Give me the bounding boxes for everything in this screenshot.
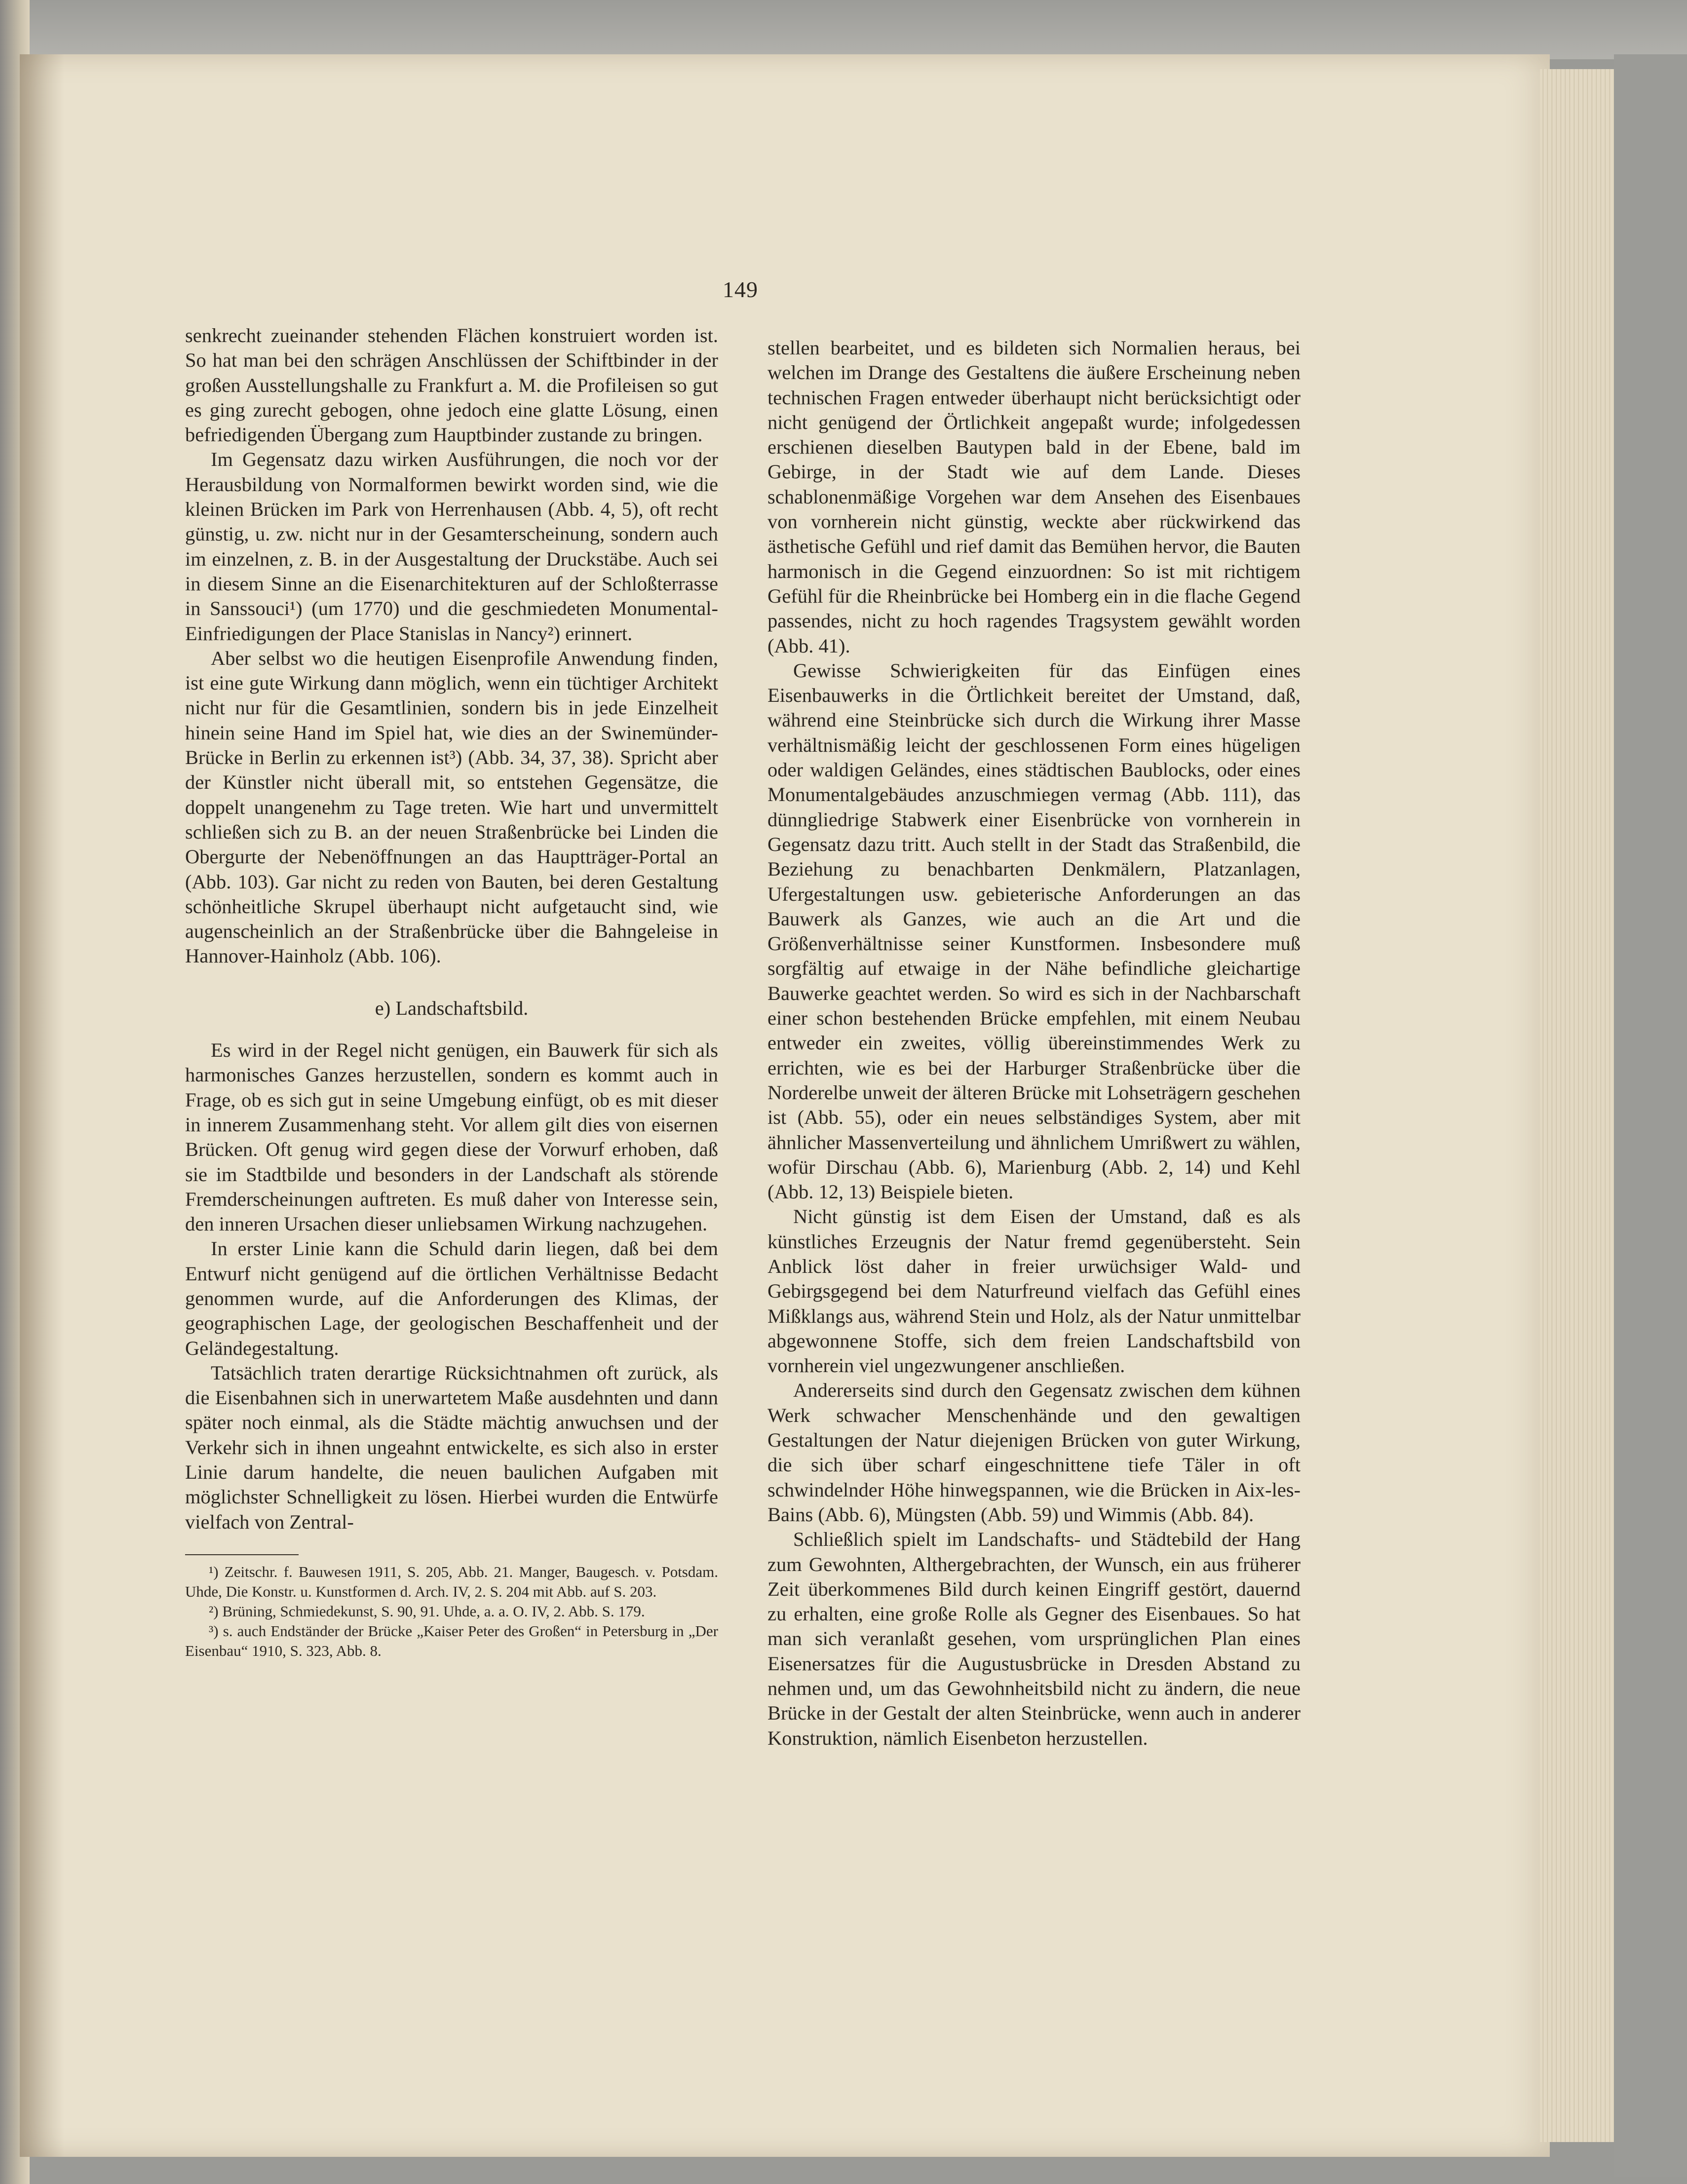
page-number: 149	[723, 277, 758, 302]
paragraph: Nicht günstig ist dem Eisen der Umstand, daß es als künstliches Erzeugnis der Natur fremd gegenübersteht. Sein Anblick löst daher in freier urwüchsiger Wald- und Gebirgsgegend bei dem Naturfreund vielfach das Gefühl eines Mißklangs aus, während Stein und Holz, als der Natur unmittelbar abgewonnene Stoffe, sich dem freien Landschaftsbild von vornherein viel ungezwungener anschließen.	[767, 1205, 1301, 1377]
section-heading: e) Landschaftsbild.	[375, 996, 529, 1019]
paragraph: stellen bearbeitet, und es bildeten sich Normalien heraus, bei welchen im Drange des Gestaltens die äußere Erscheinung neben technischen Fragen entweder überhaupt nicht berücksichtigt oder nicht genügend der Örtlichkeit angepaßt wurde; infolgedessen erschienen dieselben Bautypen bald in der Ebene, bald im Gebirge, in der Stadt wie auf dem Lande. Dieses schablonenmäßige Vorgehen war dem Ansehen des Eisenbaues von vornherein nicht günstig, weckte aber rückwirkend das ästhetische Gefühl und rief damit das Bemühen hervor, die Bauten harmonisch in die Gegend einzuordnen: So ist mit richtigem Gefühl für die Rheinbrücke bei Homberg ein in die flache Gegend passendes, nicht zu hoch ragendes Tragsystem gewählt worden (Abb. 41).	[767, 337, 1301, 657]
paragraph: Andererseits sind durch den Gegensatz zwischen dem kühnen Werk schwacher Menschenhände und den gewaltigen Gestaltungen der Natur diejenigen Brücken von guter Wirkung, die sich über scharf eingeschnittene tiefe Täler in oft schwindelnder Höhe hinwegspannen, wie die Brücken in Aix-les-Bains (Abb. 6), Müngsten (Abb. 59) und Wimmis (Abb. 84).	[767, 1379, 1301, 1526]
paragraph: Im Gegensatz dazu wirken Ausführungen, die noch vor der Herausbildung von Normalformen bewirkt worden sind, wie die kleinen Brücken im Park von Herrenhausen (Abb. 4, 5), oft recht günstig, u. zw. nicht nur in der Gesamterscheinung, sondern auch im einzelnen, z. B. in der Ausgestaltung der Druckstäbe. Auch sei in diesem Sinne an die Eisenarchitekturen auf der Schloßterrasse in Sanssouci¹) (um 1770) und die geschmiedeten Monumental-Einfriedigungen der Place Stanislas in Nancy²) erinnert.	[185, 448, 718, 645]
page-stack-edges	[1540, 69, 1614, 2142]
footnote: ³) s. auch Endständer der Brücke „Kaiser Peter des Großen“ in Petersburg in „Der Eisenbau“ 1910, S. 323, Abb. 8.	[185, 1622, 718, 1659]
paragraph: Schließlich spielt im Landschafts- und Städtebild der Hang zum Gewohnten, Althergebrachten, der Wunsch, ein aus früherer Zeit überkommenes Bild durch keinen Eingriff gestört, dauernd zu erhalten, eine große Rolle als Gegner des Eisenbaues. So hat man sich veranlaßt gesehen, vom ursprünglichen Plan eines Eisenersatzes für die Augustusbrücke in Dresden Abstand zu nehmen und, um das Gewohnheitsbild nicht zu ändern, die neue Brücke in der Gestalt der alten Steinbrücke, wenn auch in anderer Konstruktion, nämlich Eisenbeton herzustellen.	[767, 1528, 1301, 1749]
paragraph: senkrecht zueinander stehenden Flächen konstruiert worden ist. So hat man bei den schrägen Anschlüssen der Schiftbinder in der großen Ausstellungshalle zu Frankfurt a. M. die Profileisen so gut es ging zurecht gebogen, ohne jedoch eine glatte Lösung, einen befriedigenden Übergang zum Hauptbinder zustande zu bringen.	[185, 324, 718, 446]
right-column	[767, 336, 1301, 1751]
scanner-background-top	[0, 0, 1687, 59]
footnotes	[185, 1562, 718, 1661]
book-cover-edge	[1614, 54, 1687, 2177]
paragraph: In erster Linie kann die Schuld darin liegen, daß bei dem Entwurf nicht genügend auf die örtlichen Verhältnisse Bedacht genommen wurde, auf die Anforderungen des Klimas, der geographischen Lage, der geologischen Beschaffenheit und der Geländegestaltung.	[185, 1237, 718, 1359]
paragraph: Gewisse Schwierigkeiten für das Einfügen eines Eisenbauwerks in die Örtlichkeit bereitet der Umstand, daß, während eine Steinbrücke sich durch die Wirkung ihrer Masse verhältnismäßig leicht der geschlossenen Form eines hügeligen oder waldigen Geländes, eines städtischen Baublocks, oder eines Monumentalgebäudes anzuschmiegen vermag (Abb. 111), das dünngliedrige Stabwerk einer Eisenbrücke von vornherein in Gegensatz dazu tritt. Auch stellt in der Stadt das Straßenbild, die Beziehung zu benachbarten Denkmälern, Platzanlagen, Ufergestaltungen usw. gebieterische Anforderungen an das Bauwerk als Ganzes, wie auch an die Art und die Größenverhältnisse seiner Kunstformen. Insbesondere muß sorgfältig auf etwaige in der Nähe befindliche gleichartige Bauwerke geachtet werden. So wird es sich in der Nachbarschaft einer schon bestehenden Brücke empfehlen, mit einem Neubau entweder ein zweites, völlig übereinstimmendes Werk zu errichten, wie es bei der Harburger Straßenbrücke über die Norderelbe unweit der älteren Brücke mit Lohseträgern geschehen ist (Abb. 55), oder ein neues selbständiges System, aber mit ähnlicher Massenverteilung und ähnlichem Umrißwert zu wählen, wofür Dirschau (Abb. 6), Marienburg (Abb. 2, 14) und Kehl (Abb. 12, 13) Beispiele bieten.	[767, 659, 1301, 1203]
paragraph: Aber selbst wo die heutigen Eisenprofile Anwendung finden, ist eine gute Wirkung dann möglich, wenn ein tüchtiger Architekt nicht nur für die Gesamtlinien, sondern bis in jede Einzelheit hinein seine Hand im Spiel hat, wie dies an der Swinemünder-Brücke in Berlin zu erkennen ist³) (Abb. 34, 37, 38). Spricht aber der Künstler nicht überall mit, so entstehen Gegensätze, die doppelt unangenehm zu Tage treten. Wie hart und unvermittelt schließen sich zu B. an der neuen Straßenbrücke bei Linden die Obergurte der Nebenöffnungen an das Hauptträger-Portal an (Abb. 103). Gar nicht zu reden von Bauten, bei deren Gestaltung schönheitliche Skrupel überhaupt nicht aufgetaucht sind, wie augenscheinlich an der Straßenbrücke über die Bahngeleise in Hannover-Hainholz (Abb. 106).	[185, 647, 718, 967]
footnote: ²) Brüning, Schmiedekunst, S. 90, 91. Uhde, a. a. O. IV, 2. Abb. S. 179.	[209, 1602, 645, 1620]
footnote: ¹) Zeitschr. f. Bauwesen 1911, S. 205, Abb. 21. Manger, Baugesch. v. Potsdam. Uhde, Die Konstr. u. Kunstformen d. Arch. IV, 2. S. 204 mit Abb. auf S. 203.	[185, 1563, 718, 1600]
left-column	[185, 323, 718, 1661]
column-gap	[748, 328, 749, 1809]
paragraph: Es wird in der Regel nicht genügen, ein Bauwerk für sich als harmonisches Ganzes herzustellen, sondern es kommt auch in Frage, ob es sich gut in seine Umgebung einfügt, ob es mit dieser in innerem Zusammenhang steht. Vor allem gilt dies von eisernen Brücken. Oft genug wird gegen diese der Vorwurf erhoben, daß sie im Stadtbilde und besonders in der Landschaft als störende Fremderscheinungen auftreten. Es muß daher von Interesse sein, den inneren Ursachen dieser unliebsamen Wirkung nachzugehen.	[185, 1039, 718, 1235]
page-gutter-shadow	[20, 54, 64, 2157]
footnote-rule	[185, 1554, 299, 1555]
paragraph: Tatsächlich traten derartige Rücksichtnahmen oft zurück, als die Eisenbahnen sich in unerwartetem Maße ausdehnten und dann später noch einmal, als die Städte mächtig anwuchsen und der Verkehr sich in ihnen ungeahnt entwickelte, es sich also in erster Linie darum handelte, die neuen baulichen Aufgaben mit möglichster Schnelligkeit zu lösen. Hierbei wurden die Entwürfe vielfach von Zentral-	[185, 1361, 718, 1533]
